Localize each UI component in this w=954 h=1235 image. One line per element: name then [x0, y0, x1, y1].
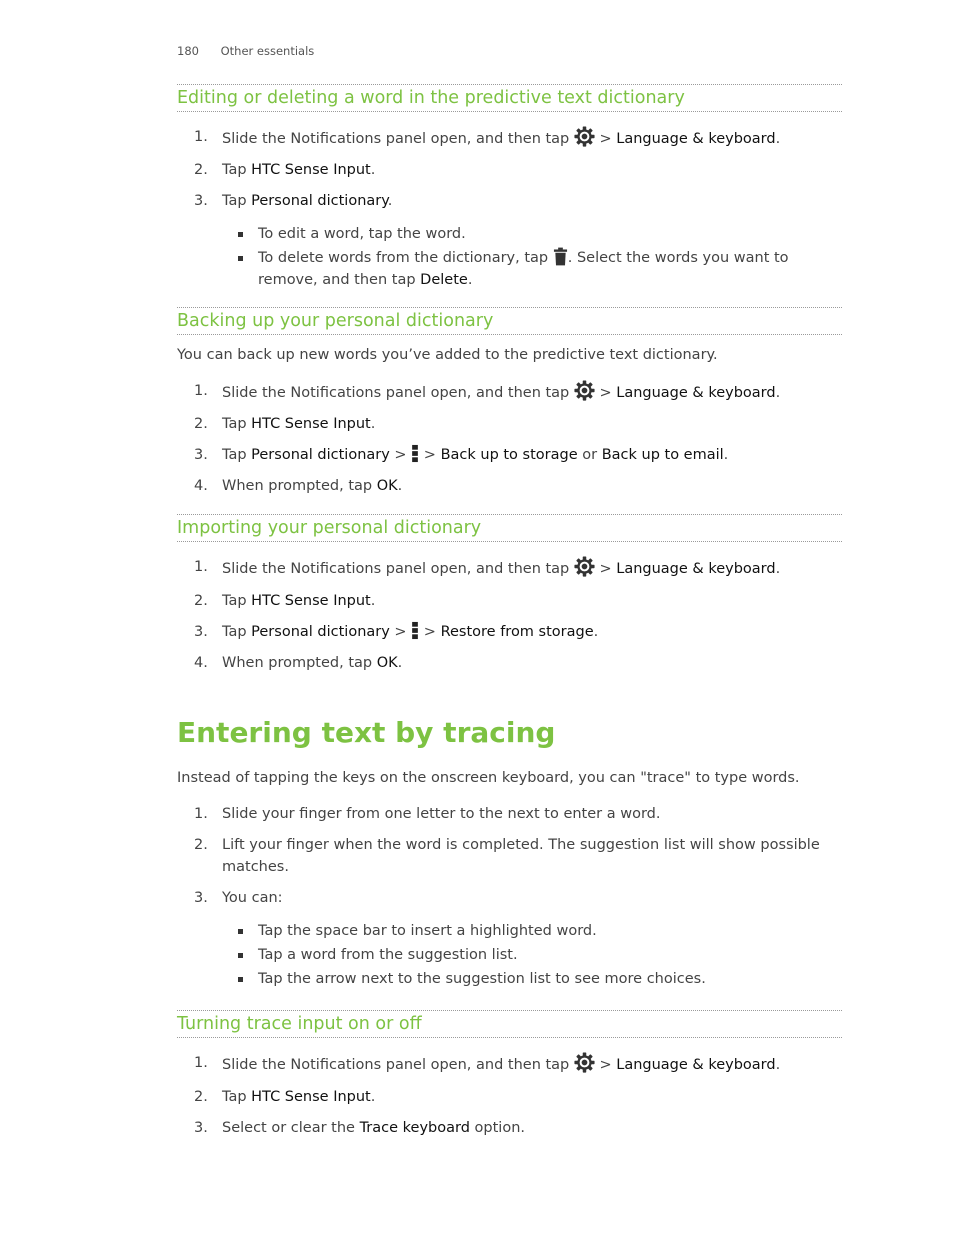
- section-backup-dictionary: [177, 307, 842, 497]
- section-title: Editing or deleting a word in the predictive text dictionary: [177, 84, 842, 112]
- menu-icon: [411, 621, 419, 640]
- step-number: 1.: [194, 129, 208, 145]
- step-number: 1.: [194, 1055, 208, 1071]
- step-item: 3. Tap Personal dictionary > > Back up to storage or Back up to email.: [177, 444, 842, 466]
- ui-term: Back up to storage: [440, 447, 578, 463]
- section-title: Importing your personal dictionary: [177, 514, 842, 542]
- gear-icon: [574, 380, 595, 401]
- step-item: 2. Tap HTC Sense Input.: [177, 590, 842, 612]
- bullet-item: To edit a word, tap the word.: [177, 223, 842, 245]
- ui-term: HTC Sense Input: [251, 162, 371, 178]
- bullet-list: [177, 223, 842, 291]
- ui-term: Trace keyboard: [359, 1120, 470, 1136]
- step-item: 2. Tap HTC Sense Input.: [177, 1086, 842, 1108]
- step-number: 4.: [194, 655, 208, 671]
- step-number: 3.: [194, 1120, 208, 1136]
- step-number: 2.: [194, 837, 208, 853]
- step-number: 3.: [194, 624, 208, 640]
- section-intro: Instead of tapping the keys on the onscreen keyboard, you can "trace" to type words.: [177, 770, 800, 786]
- section-title: Turning trace input on or off: [177, 1010, 842, 1038]
- steps-list: [177, 380, 842, 497]
- bullet-item: Tap the space bar to insert a highlighted word.: [177, 920, 842, 942]
- step-number: 1.: [194, 559, 208, 575]
- step-item: 4. When prompted, tap OK.: [177, 652, 842, 674]
- bullet-item: To delete words from the dictionary, tap . Select the words you want to remove, and then tap Delete.: [177, 247, 842, 291]
- bullet-item: Tap a word from the suggestion list.: [177, 944, 842, 966]
- step-item: 4. When prompted, tap OK.: [177, 475, 842, 497]
- section-trace-toggle: [177, 1010, 842, 1139]
- ui-term: OK: [376, 478, 398, 494]
- ui-term: Language & keyboard: [616, 561, 776, 577]
- bullet-item: Tap the arrow next to the suggestion list to see more choices.: [177, 968, 842, 990]
- step-number: 2.: [194, 1089, 208, 1105]
- step-item: 1. Slide the Notifications panel open, and then tap > Language & keyboard.: [177, 126, 842, 150]
- step-text: Slide the Notifications panel open, and then tap: [222, 131, 570, 147]
- bullet-list: [177, 920, 842, 990]
- steps-list: [177, 556, 842, 674]
- step-item: 2. Tap HTC Sense Input.: [177, 413, 842, 435]
- ui-term: OK: [376, 655, 398, 671]
- step-number: 4.: [194, 478, 208, 494]
- gear-icon: [574, 556, 595, 577]
- ui-term: Personal dictionary: [251, 447, 390, 463]
- trash-icon: [553, 247, 568, 266]
- step-item: 1. Slide the Notifications panel open, and then tap > Language & keyboard.: [177, 380, 842, 404]
- gear-icon: [574, 126, 595, 147]
- ui-term: Restore from storage: [440, 624, 594, 640]
- step-item: 1. Slide the Notifications panel open, and then tap > Language & keyboard.: [177, 556, 842, 580]
- step-number: 3.: [194, 193, 208, 209]
- steps-list: [177, 1052, 842, 1139]
- chapter-heading: Entering text by tracing: [177, 716, 556, 749]
- menu-icon: [411, 444, 419, 463]
- steps-list: [177, 126, 842, 212]
- section-tracing: [177, 767, 842, 990]
- page-header: [177, 44, 314, 58]
- page-number: 180: [177, 44, 199, 58]
- ui-term: Back up to email: [601, 447, 724, 463]
- gear-icon: [574, 1052, 595, 1073]
- ui-term: HTC Sense Input: [251, 416, 371, 432]
- ui-term: HTC Sense Input: [251, 593, 371, 609]
- step-number: 2.: [194, 416, 208, 432]
- section-edit-dictionary: [177, 84, 842, 291]
- step-item: 2. Tap HTC Sense Input.: [177, 159, 842, 181]
- step-item: 1. Slide the Notifications panel open, and then tap > Language & keyboard.: [177, 1052, 842, 1076]
- step-item: 3. Tap Personal dictionary.: [177, 190, 842, 212]
- section-intro: You can back up new words you’ve added to the predictive text dictionary.: [177, 347, 718, 363]
- steps-list: [177, 803, 842, 909]
- step-number: 3.: [194, 890, 208, 906]
- ui-term: Language & keyboard: [616, 131, 776, 147]
- step-item: 3. Tap Personal dictionary > > Restore from storage.: [177, 621, 842, 643]
- step-number: 3.: [194, 447, 208, 463]
- step-number: 2.: [194, 593, 208, 609]
- step-item: 3. Select or clear the Trace keyboard option.: [177, 1117, 842, 1139]
- ui-term: Language & keyboard: [616, 1057, 776, 1073]
- ui-term: Delete: [420, 272, 468, 288]
- ui-term: Personal dictionary: [251, 624, 390, 640]
- step-item: 1. Slide your finger from one letter to the next to enter a word.: [177, 803, 842, 825]
- chapter-title: Other essentials: [220, 44, 315, 58]
- step-number: 1.: [194, 806, 208, 822]
- step-number: 1.: [194, 383, 208, 399]
- ui-term: Language & keyboard: [616, 385, 776, 401]
- ui-term: HTC Sense Input: [251, 1089, 371, 1105]
- section-import-dictionary: [177, 514, 842, 674]
- step-item: 3. You can:: [177, 887, 842, 909]
- section-title: Backing up your personal dictionary: [177, 307, 842, 335]
- step-number: 2.: [194, 162, 208, 178]
- ui-term: Personal dictionary: [251, 193, 388, 209]
- step-item: 2. Lift your finger when the word is completed. The suggestion list will show possible matches.: [177, 834, 842, 878]
